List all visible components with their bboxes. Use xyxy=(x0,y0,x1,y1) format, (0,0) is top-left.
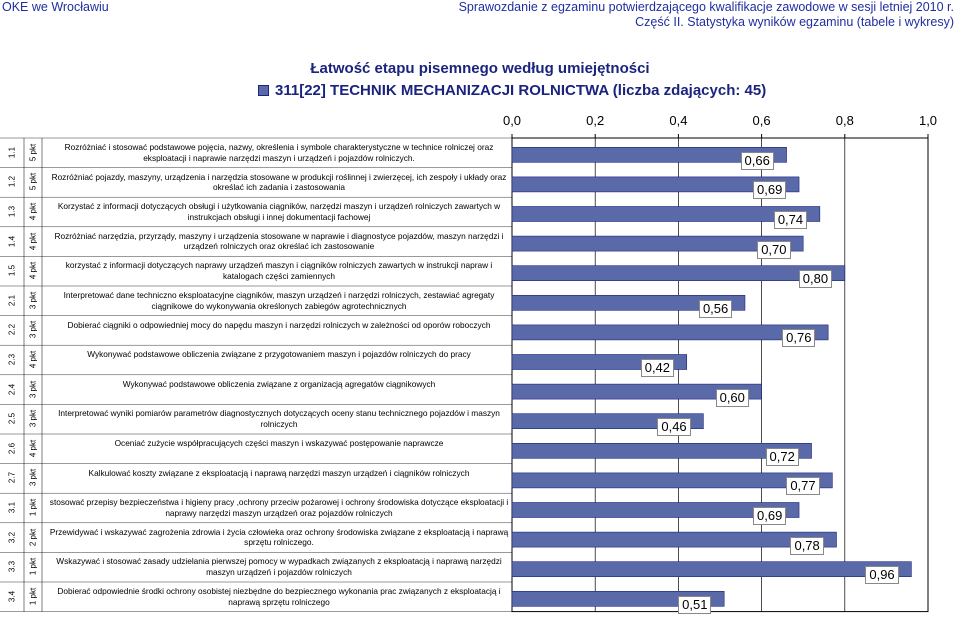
bar-value-label: 0,76 xyxy=(782,329,815,347)
row-number: 2.7 xyxy=(7,472,17,484)
row-description: Wykonywać podstawowe obliczenia związane z przygotowaniem maszyn i pojazdów rolniczych do pracy xyxy=(87,349,471,360)
bar-value-label: 0,77 xyxy=(786,477,819,495)
row-description: Wykonywać podstawowe obliczenia związane z organizacją agregatów ciągnikowych xyxy=(122,378,436,389)
bar-value-label: 0,51 xyxy=(678,596,711,614)
row-number: 2.5 xyxy=(7,413,17,425)
row-description: Korzystać z informacji dotyczących obsługi i użytkowania ciągników, narzędzi maszyn i urządzeń rolniczych zawartych w instrukcjach obsługi i innej dokumentacji fachowej xyxy=(57,201,501,222)
header-left: OKE we Wrocławiu xyxy=(2,0,109,14)
row-number: 3.3 xyxy=(7,561,17,573)
row-points: 2 pkt xyxy=(28,528,38,546)
row-number: 1.5 xyxy=(7,265,17,277)
row-number: 1.2 xyxy=(7,176,17,188)
row-number: 1.4 xyxy=(7,235,17,247)
bar-value-label: 0,96 xyxy=(865,566,898,584)
bar-value-label: 0,80 xyxy=(799,270,832,288)
row-points: 1 pkt xyxy=(28,498,38,517)
row-number: 2.4 xyxy=(7,383,17,395)
header-right-line2: Część II. Statystyka wyników egzaminu (tabele i wykresy) xyxy=(635,15,954,29)
row-description: Rozróżniać i stosować podstawowe pojęcia, nazwy, określenia i symbole charakterystyczne w technice rolniczej oraz eksploatacji i naprawie narzędzi maszyn i urządzeń i pojazdów rolniczych. xyxy=(64,142,494,163)
row-number: 1.1 xyxy=(7,146,17,158)
row-points: 3 pkt xyxy=(28,469,38,487)
x-tick-label: 1,0 xyxy=(918,113,938,128)
chart-title: Łatwość etapu pisemnego według umiejętności xyxy=(310,60,650,77)
bar-value-label: 0,42 xyxy=(641,359,674,377)
bar xyxy=(512,266,845,281)
bar-value-label: 0,70 xyxy=(757,241,790,259)
bar-value-label: 0,56 xyxy=(699,300,732,318)
row-description: Kalkulować koszty związane z eksploatacją i naprawą narzędzi maszyn urządzeń i ciągników rolniczych xyxy=(88,467,470,478)
row-number: 2.2 xyxy=(7,324,17,336)
row-points: 3 pkt xyxy=(28,380,38,398)
bar-value-label: 0,72 xyxy=(766,448,799,466)
bar xyxy=(512,532,836,547)
row-description: stosować przepisy bezpieczeństwa i higieny pracy ,ochrony przeciw pożarowej i ochrony środowiska dotyczące eksploatacji i naprawy narzędzi maszyn urządzeń oraz pojazdów rolniczych xyxy=(49,497,509,518)
x-tick-label: 0,2 xyxy=(586,113,605,128)
bar-value-label: 0,69 xyxy=(753,507,786,525)
row-description: Wskazywać i stosować zasady udzielania pierwszej pomocy w wypadkach związanych z eksploatacją i naprawą narzędzi maszyn urządzeń i pojazdów rolniczych xyxy=(56,556,502,577)
row-number: 3.2 xyxy=(7,531,17,543)
row-points: 5 pkt xyxy=(28,143,38,161)
row-description: Przewidywać i wskazywać zagrożenia zdrowia i życia człowieka oraz ochrony środowiska związane z eksploatacją i naprawą sprzętu rolniczego. xyxy=(49,526,509,548)
row-points: 4 pkt xyxy=(28,232,38,250)
row-description: Interpretować dane techniczno eksploatacyjne ciągników, maszyn urządzeń i narzędzi rolniczych, zestawiać agregaty ciągnikowe do wykonywania określonych zabiegów agrotechnicznych xyxy=(63,290,495,311)
row-number: 2.6 xyxy=(7,442,17,454)
row-number: 1.3 xyxy=(7,205,17,218)
x-tick-label: 0,0 xyxy=(502,113,522,128)
row-description: Dobierać odpowiednie środki ochrony osobistej niezbędne do bezpiecznego wykonania prac związanych z eksploatacją i naprawą sprzętu rolniczego xyxy=(57,586,501,607)
row-number: 2.1 xyxy=(7,294,17,306)
legend-label: 311[22] TECHNIK MECHANIZACJI ROLNICTWA (liczba zdających: 45) xyxy=(275,82,767,99)
row-description: Interpretować wyniki pomiarów parametrów diagnostycznych dotyczących oceny stanu technicznego pojazdów i maszyn rolniczych xyxy=(58,408,500,429)
row-description: Rozróżniać pojazdy, maszyny, urządzenia i narzędzia stosowane w produkcji roślinnej i zwierzęcej, ich zespoły i układy oraz określać ich zadania i zastosowania xyxy=(51,171,507,193)
row-points: 3 pkt xyxy=(28,321,38,339)
row-description: Oceniać zużycie współpracujących części maszyn i wskazywać postępowanie naprawcze xyxy=(114,438,444,448)
row-points: 3 pkt xyxy=(28,410,38,428)
bar-value-label: 0,74 xyxy=(774,211,807,229)
bar-value-label: 0,46 xyxy=(657,418,690,436)
row-number: 2.3 xyxy=(7,353,17,366)
row-description: Rozróżniać narzędzia, przyrządy, maszyny i urządzenia stosowane w naprawie i diagnostyce pojazdów, maszyn narzędzi i urządzeń rolniczych oraz określać ich zastosowanie xyxy=(54,230,504,252)
x-tick-label: 0,8 xyxy=(835,113,854,128)
row-points: 4 pkt xyxy=(28,439,38,457)
row-description: Dobierać ciągniki o odpowiedniej mocy do napędu maszyn i narzędzi rolniczych w zależności od oporów roboczych xyxy=(67,319,491,330)
row-number: 3.4 xyxy=(7,590,17,602)
row-points: 4 pkt xyxy=(28,350,38,369)
row-points: 1 pkt xyxy=(28,558,38,576)
row-description: korzystać z informacji dotyczących naprawy urządzeń maszyn i ciągników rolniczych zawartych w instrukcji napraw i katalogach części zamiennych xyxy=(65,260,493,281)
bar xyxy=(512,325,828,340)
row-points: 4 pkt xyxy=(28,202,38,221)
bar-value-label: 0,60 xyxy=(716,389,749,407)
header-right-line1: Sprawozdanie z egzaminu potwierdzającego kwalifikacje zawodowe w sesji letniej 2010 r. xyxy=(458,0,954,14)
row-points: 1 pkt xyxy=(28,587,38,605)
row-points: 4 pkt xyxy=(28,262,38,280)
bar-value-label: 0,69 xyxy=(753,181,786,199)
row-number: 3.1 xyxy=(7,501,17,514)
bar xyxy=(512,473,832,488)
row-points: 3 pkt xyxy=(28,291,38,309)
x-tick-label: 0,6 xyxy=(752,113,771,128)
x-tick-label: 0,4 xyxy=(669,113,688,128)
row-points: 5 pkt xyxy=(28,173,38,191)
bar-value-label: 0,78 xyxy=(790,537,823,555)
bar-value-label: 0,66 xyxy=(741,152,774,170)
bar xyxy=(512,562,911,577)
